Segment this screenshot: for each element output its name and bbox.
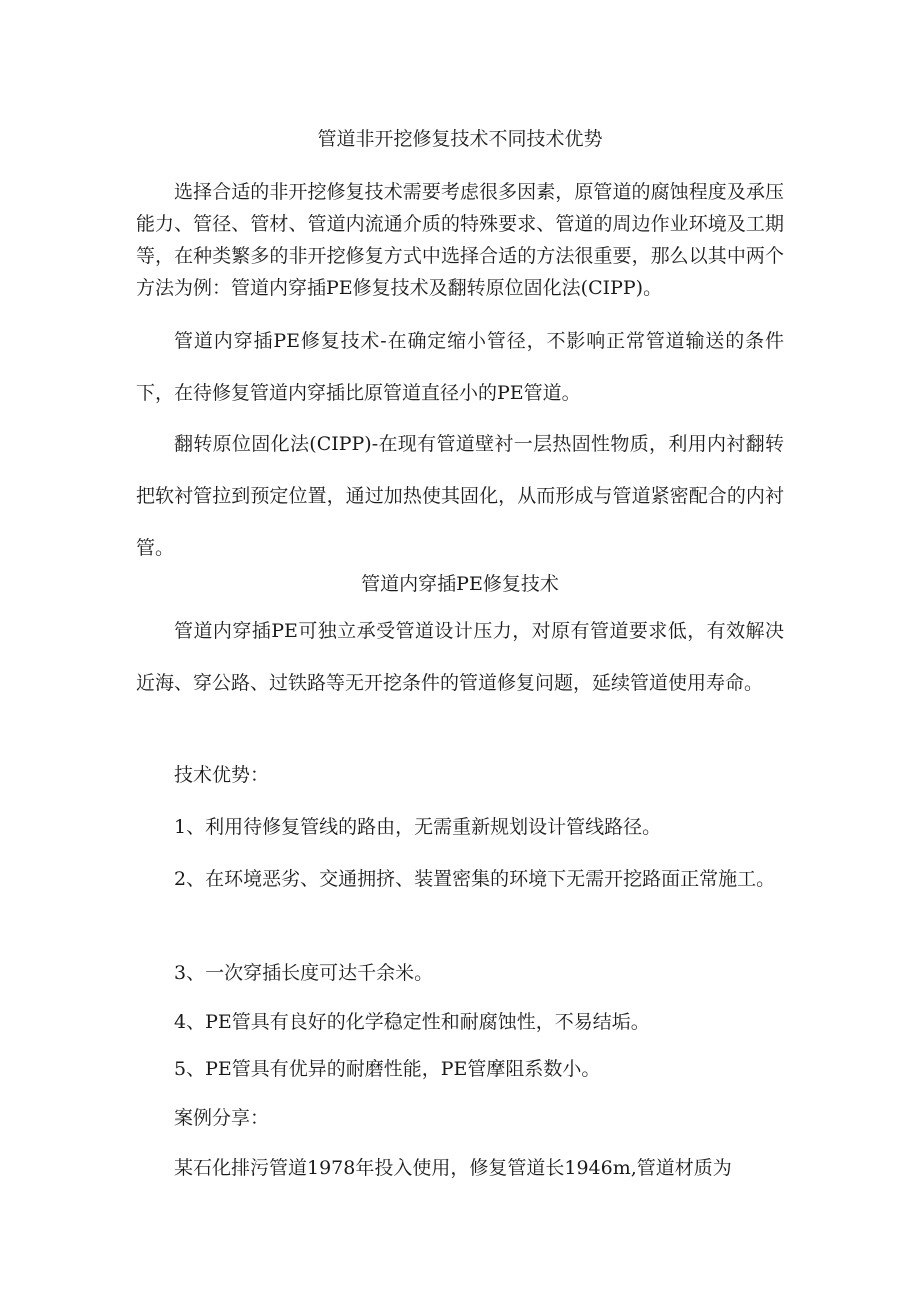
advantage-item-4: 4、PE管具有良好的化学稳定性和耐腐蚀性，不易结垢。	[174, 1011, 650, 1033]
section-body-paragraph: 管道内穿插PE可独立承受管道设计压力，对原有管道要求低，有效解决近海、穿公路、过铁路等无开挖条件的管道修复问题，延续管道使用寿命。	[136, 620, 784, 694]
cipp-method-paragraph: 翻转原位固化法(CIPP)-在现有管道壁衬一层热固性物质，利用内衬翻转把软衬管拉到预定位置，通过加热使其固化，从而形成与管道紧密配合的内衬管。	[136, 433, 784, 559]
advantage-item-2: 2、在环境恶劣、交通拥挤、装置密集的环境下无需开挖路面正常施工。	[174, 868, 776, 890]
advantage-item-3: 3、一次穿插长度可达千余米。	[174, 962, 434, 984]
intro-paragraph: 选择合适的非开挖修复技术需要考虑很多因素，原管道的腐蚀程度及承压能力、管径、管材、管道内流通介质的特殊要求、管道的周边作业环境及工期等，在种类繁多的非开挖修复方式中选择合适的方法很重要，那么以其中两个方法为例：管道内穿插PE修复技术及翻转原位固化法(CIPP)。	[136, 181, 784, 299]
pe-method-paragraph: 管道内穿插PE修复技术-在确定缩小管径，不影响正常管道输送的条件下，在待修复管道内穿插比原管道直径小的PE管道。	[136, 330, 784, 404]
document-title: 管道非开挖修复技术不同技术优势	[317, 128, 603, 150]
advantage-item-5: 5、PE管具有优异的耐磨性能，PE管摩阻系数小。	[174, 1058, 601, 1080]
section-title: 管道内穿插PE修复技术	[361, 573, 559, 595]
case-text: 某石化排污管道1978年投入使用，修复管道长1946m,管道材质为	[174, 1157, 732, 1179]
advantages-heading: 技术优势：	[174, 764, 270, 786]
case-heading: 案例分享：	[174, 1107, 270, 1129]
advantage-item-1: 1、利用待修复管线的路由，无需重新规划设计管线路径。	[174, 816, 662, 838]
